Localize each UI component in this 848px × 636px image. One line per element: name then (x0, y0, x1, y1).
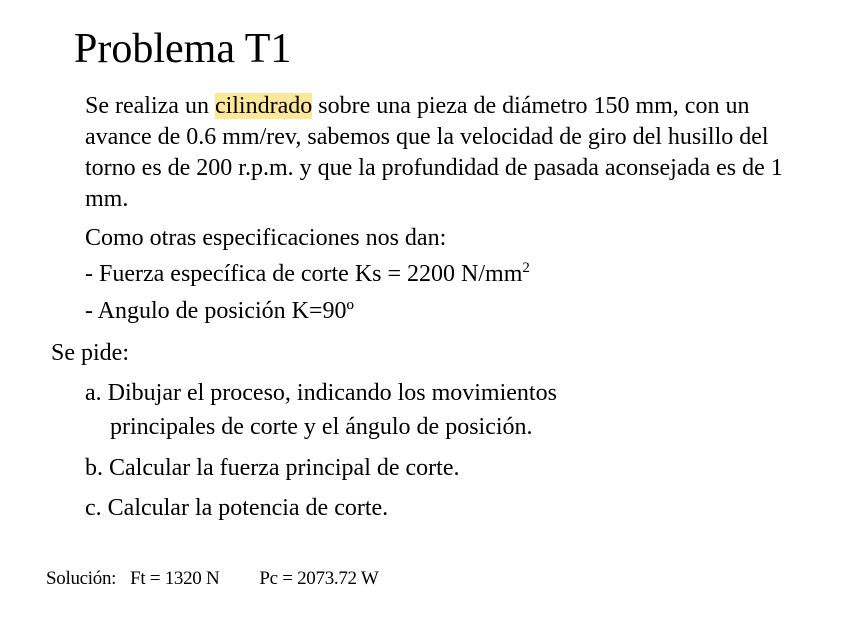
item-a-line2: principales de corte y el ángulo de posición. (110, 414, 533, 440)
spec-ks-superscript: 2 (522, 260, 530, 276)
item-a-line1: a. Dibujar el proceso, indicando los movimientos (85, 380, 557, 406)
intro-text-before: Se realiza un (85, 93, 215, 119)
solution-ft: Ft = 1320 N (130, 568, 220, 589)
item-b: b. Calcular la fuerza principal de corte. (85, 455, 460, 481)
highlighted-term: cilindrado (214, 93, 313, 119)
solution (46, 567, 378, 591)
solution-pc: Pc = 2073.72 W (259, 568, 379, 589)
page-title: Problema T1 (74, 26, 292, 72)
problem-statement (85, 91, 805, 215)
spec-angle: - Angulo de posición K=90º (85, 298, 354, 324)
specs-intro: Como otras especificaciones nos dan: (85, 225, 447, 251)
spec-ks (85, 259, 530, 290)
solution-label: Solución: (46, 568, 117, 589)
intro-text-after: sobre una pieza de diámetro 150 mm, con un avance de 0.6 mm/rev, sabemos que la velocidad de giro del husillo del torno es de 200 r.p.m. y que la profundidad de pasada aconsejada es de 1 mm. (85, 93, 783, 212)
se-pide-heading: Se pide: (51, 340, 129, 366)
spec-ks-text: - Fuerza específica de corte Ks = 2200 N/mm (85, 261, 523, 287)
item-c: c. Calcular la potencia de corte. (85, 495, 389, 521)
